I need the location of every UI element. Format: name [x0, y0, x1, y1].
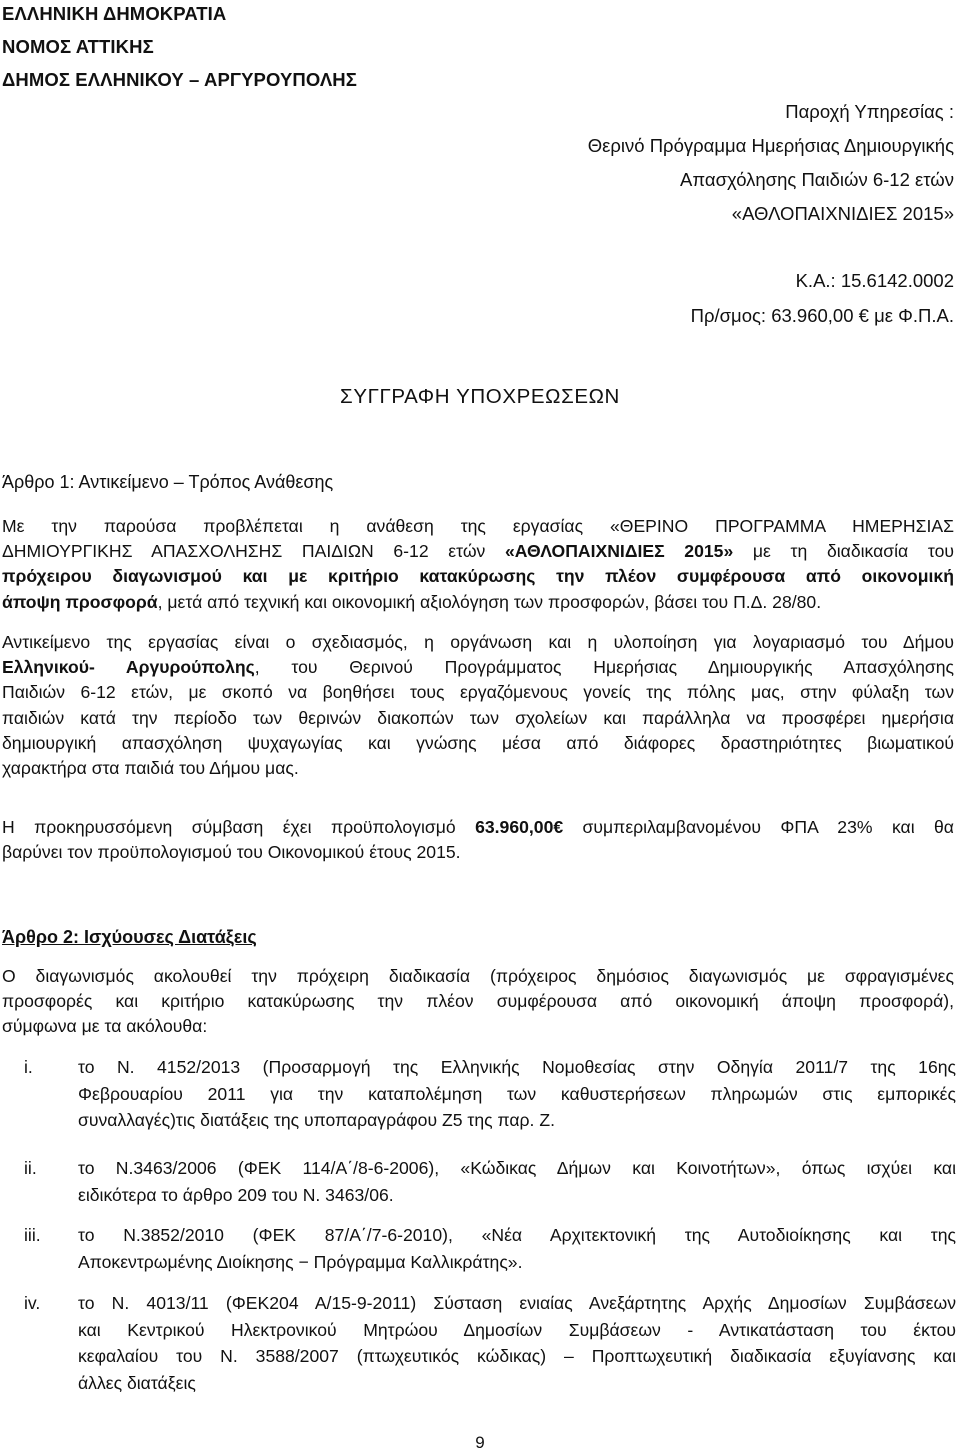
text-run-bold: άποψη προσφορά	[2, 591, 158, 612]
service-label: Παροχή Υπηρεσίας :	[785, 101, 954, 122]
list-item-text	[78, 1222, 956, 1275]
text-line: το Ν. 4152/2013 (Προσαρμογή της Ελληνικής Νομοθεσίας στην Οδηγία 2011/7 της 16ης	[78, 1057, 956, 1077]
budget-amount-bold: 63.960,00€	[475, 817, 564, 837]
article2-heading-text: Άρθρο 2: Ισχύουσες Διατάξεις	[2, 927, 257, 947]
text-line: χαρακτήρα στα παιδιά του Δήμου μας.	[2, 758, 299, 779]
text-line	[2, 655, 954, 680]
list-item-text	[78, 1290, 956, 1396]
text-line: Παιδιών 6-12 ετών, με σκοπό να βοηθήσει τους εργαζόμενους γονείς της πόλης μας, στην φύλαξη των	[2, 682, 954, 703]
text-line: κεφαλαίου του Ν. 3588/2007 (πτωχευτικός κώδικας) – Προπτωχευτική διαδικασία εξυγίανσης και	[78, 1346, 956, 1366]
text-line: παιδιών κατά την περίοδο των θερινών διακοπών των σχολείων και παράλληλα να προσφέρει ημερήσια	[2, 707, 954, 728]
text-line: συναλλαγές)τις διατάξεις της υποπαραγράφου Ζ5 της παρ. Ζ.	[78, 1110, 555, 1130]
municipality-name-bold: Ελληνικού- Αργυρούπολης	[2, 657, 255, 678]
service-name-line2: Απασχόλησης Παιδιών 6-12 ετών	[680, 169, 954, 190]
program-name-bold: «ΑΘΛΟΠΑΙΧΝΙΔΙΕΣ 2015»	[505, 541, 734, 562]
text-line: προσφορές και κριτήριο κατακύρωσης την πλέον συμφέρουσα από οικονομική άποψη προσφορά),	[2, 991, 954, 1012]
text-line: το Ν. 4013/11 (ΦΕΚ204 Α/15-9-2011) Σύσταση ενιαίας Ανεξάρτητης Αρχής Δημοσίων Συμβάσεων	[78, 1293, 956, 1313]
text-line: Φεβρουαρίου 2011 για την καταπολέμηση των καθυστερήσεων πληρωμών στις εμπορικές	[78, 1083, 956, 1104]
article1-paragraph2	[2, 630, 954, 781]
text-line: Αποκεντρωμένης Διοίκησης − Πρόγραμμα Καλλικράτης».	[78, 1251, 523, 1272]
text-run: ΔΗΜΙΟΥΡΓΙΚΗΣ ΑΠΑΣΧΟΛΗΣΗΣ ΠΑΙΔΙΩΝ 6-12 ετών	[2, 541, 506, 562]
article2-intro	[2, 964, 954, 1040]
budget-amount: Πρ/σμος: 63.960,00 € με Φ.Π.Α.	[690, 305, 954, 326]
text-run: με τη διαδικασία του	[733, 541, 954, 562]
text-run: , μετά από τεχνική και οικονομική αξιολόγηση των προσφορών, βάσει του Π.Δ. 28/80.	[157, 591, 822, 612]
text-line: το Ν.3852/2010 (ΦΕΚ 87/Α΄/7-6-2010), «Νέα Αρχιτεκτονική της Αυτοδιοίκησης και της	[78, 1225, 956, 1245]
text-line: το Ν.3463/2006 (ΦΕΚ 114/Α΄/8-6-2006), «Κώδικας Δήμων και Κοινοτήτων», όπως ισχύει και	[78, 1158, 956, 1178]
article2-heading	[2, 924, 257, 950]
budget-code: Κ.Α.: 15.6142.0002	[795, 270, 954, 291]
service-name-line1: Θερινό Πρόγραμμα Ημερήσιας Δημιουργικής	[587, 135, 954, 156]
text-run: , του Θερινού Προγράμματος Ημερήσιας Δημιουργικής Απασχόλησης	[254, 657, 954, 678]
article1-heading: Άρθρο 1: Αντικείμενο – Τρόπος Ανάθεσης	[2, 472, 334, 492]
text-line: Με την παρούσα προβλέπεται η ανάθεση της εργασίας «ΘΕΡΙΝΟ ΠΡΟΓΡΑΜΜΑ ΗΜΕΡΗΣΙΑΣ	[2, 516, 954, 536]
document-title: ΣΥΓΓΡΑΦΗ ΥΠΟΧΡΕΩΣΕΩΝ	[340, 385, 620, 408]
list-number: iii.	[24, 1225, 41, 1245]
service-name-line3: «ΑΘΛΟΠΑΙΧΝΙΔΙΕΣ 2015»	[731, 203, 954, 224]
text-line: σύμφωνα με τα ακόλουθα:	[2, 1016, 208, 1037]
list-number: iv.	[24, 1293, 41, 1313]
text-line: ειδικότερα το άρθρο 209 του Ν. 3463/06.	[78, 1184, 394, 1205]
text-run: Η προκηρυσσόμενη σύμβαση έχει προϋπολογισμό	[2, 817, 476, 837]
list-number: i.	[24, 1057, 33, 1077]
text-line: άλλες διατάξεις	[78, 1372, 196, 1393]
issuer-municipality: ΔΗΜΟΣ ΕΛΛΗΝΙΚΟΥ – ΑΡΓΥΡΟΥΠΟΛΗΣ	[2, 69, 357, 90]
issuer-prefecture: ΝΟΜΟΣ ΑΤΤΙΚΗΣ	[2, 36, 154, 57]
text-line: βαρύνει τον προϋπολογισμού του Οικονομικού έτους 2015.	[2, 842, 461, 863]
list-item-text	[78, 1054, 956, 1134]
text-line: και Κεντρικού Ηλεκτρονικού Μητρώου Δημοσίων Συμβάσεων - Αντικατάσταση του έκτου	[78, 1319, 956, 1340]
article1-paragraph3	[2, 815, 954, 865]
page-number: 9	[475, 1433, 485, 1452]
list-number: ii.	[24, 1158, 37, 1178]
article1-paragraph1	[2, 514, 954, 615]
text-line: δημιουργική απασχόληση ψυχαγωγίας και γνώσης μέσα από διάφορες δραστηριότητες βιωματικού	[2, 732, 954, 753]
text-line: Αντικείμενο της εργασίας είναι ο σχεδιασμός, η οργάνωση και η υλοποίηση για λογαριασμό του Δήμου	[2, 632, 954, 652]
text-line	[2, 815, 954, 840]
text-line	[2, 539, 954, 564]
text-line: πρόχειρου διαγωνισμού και με κριτήριο κατακύρωσης την πλέον συμφέρουσα από οικονομική	[2, 566, 954, 587]
text-line	[2, 590, 954, 615]
list-item-text	[78, 1155, 956, 1208]
text-run: συμπεριλαμβανομένου ΦΠΑ 23% και θα	[563, 817, 954, 837]
issuer-country: ΕΛΛΗΝΙΚΗ ΔΗΜΟΚΡΑΤΙΑ	[2, 3, 227, 24]
text-line: Ο διαγωνισμός ακολουθεί την πρόχειρη διαδικασία (πρόχειρος δημόσιος διαγωνισμός με σφραγισμένες	[2, 966, 954, 986]
